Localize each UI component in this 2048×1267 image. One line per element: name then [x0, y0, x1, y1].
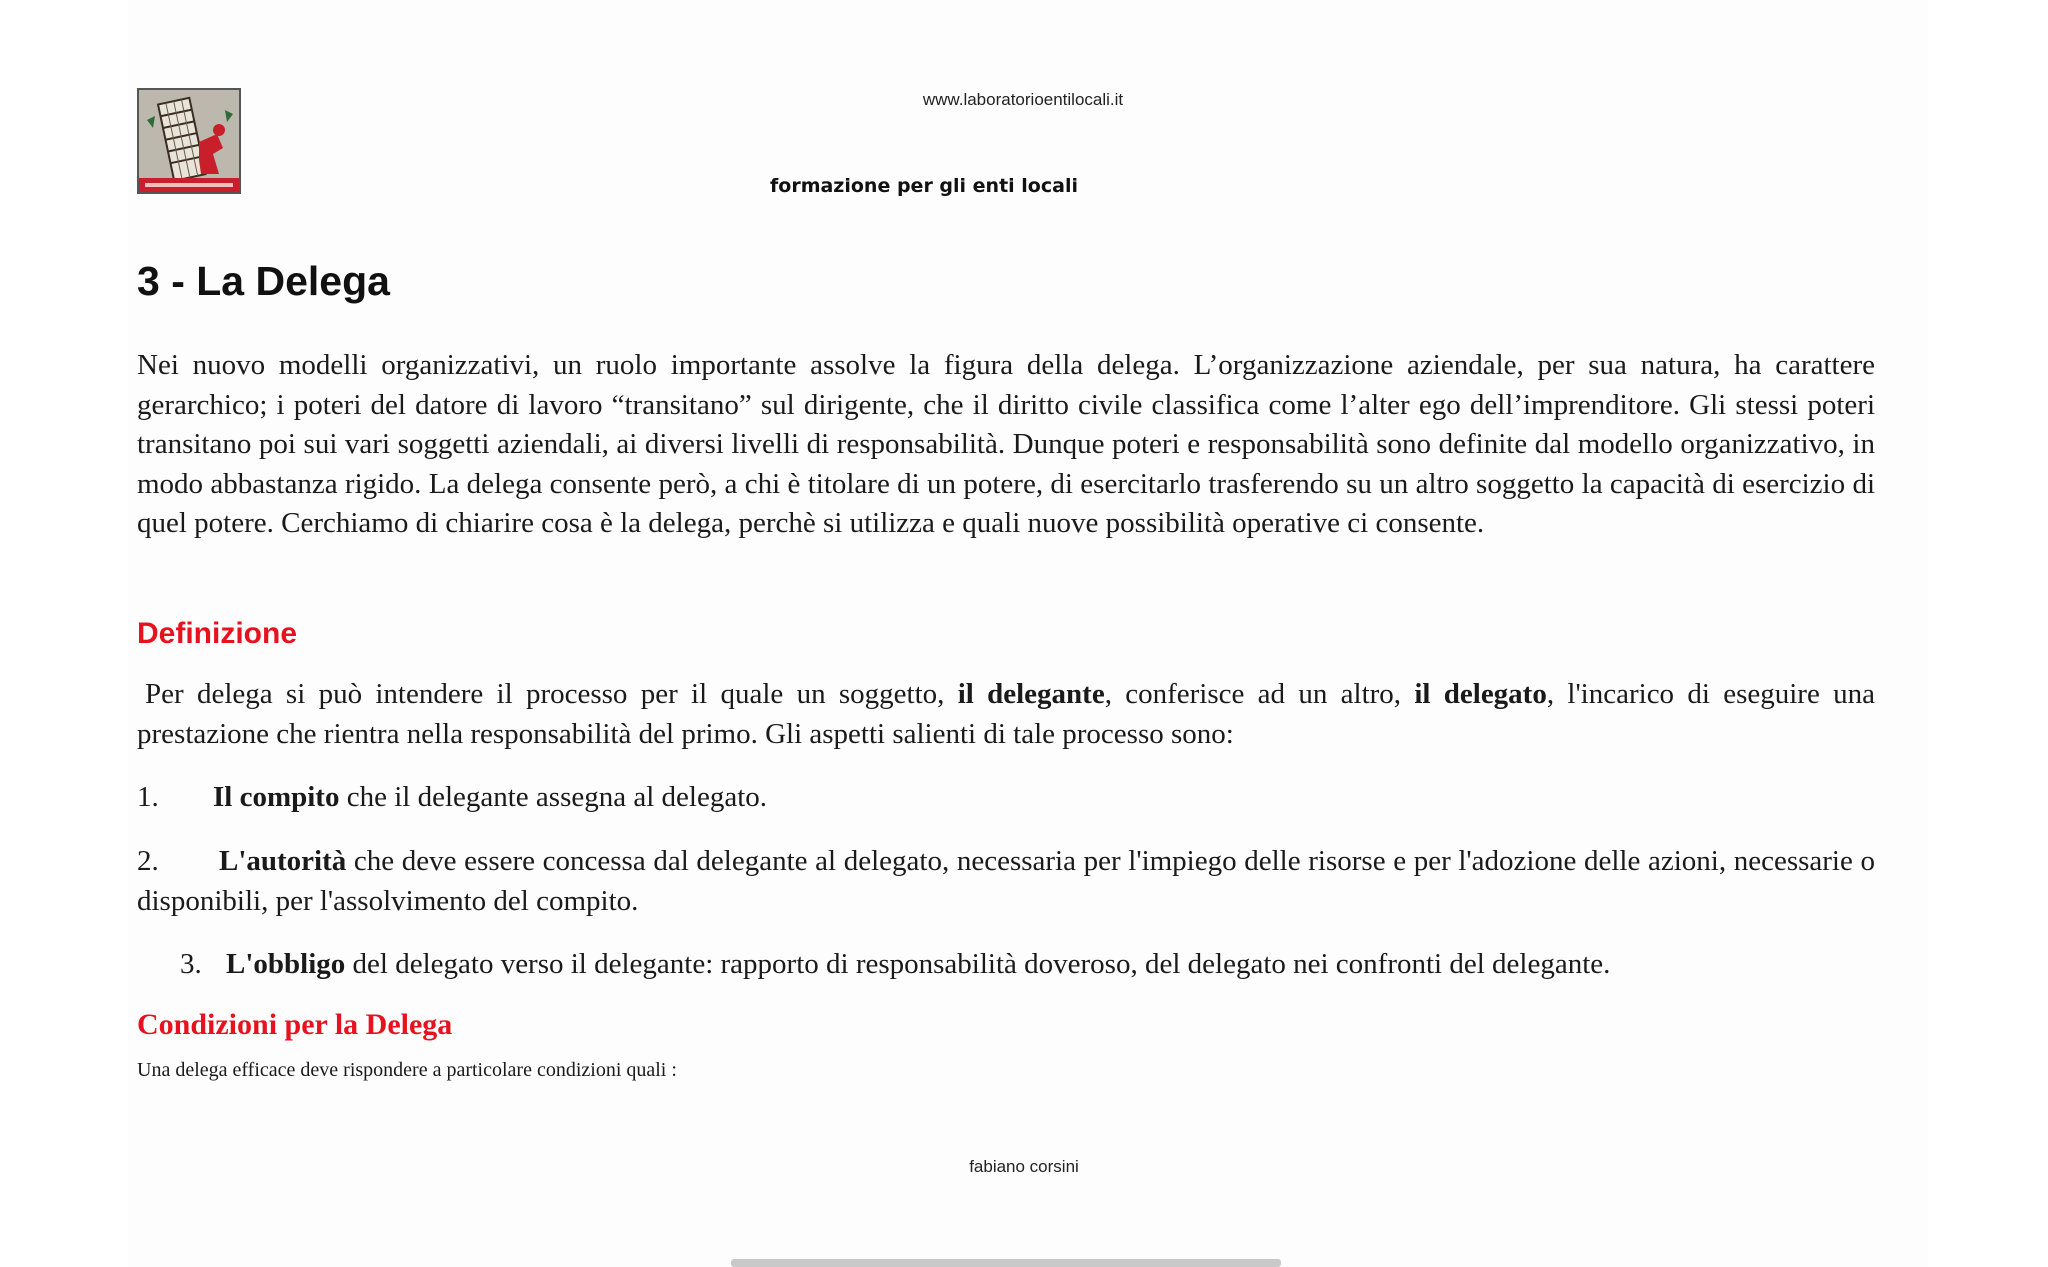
list-item-number: 1. — [137, 781, 159, 813]
conditions-heading: Condizioni per la Delega — [137, 1008, 453, 1041]
list-item-number: 2. — [137, 845, 159, 877]
list-item-bold: L'obbligo — [226, 948, 346, 980]
site-url: www.laboratorioentilocali.it — [922, 90, 1124, 109]
intro-paragraph: Nei nuovo modelli organizzativi, un ruolo importante assolve la figura della delega. L’organizzazione aziendale, per sua natura, ha carattere gerarchico; i poteri del datore di lavoro “transitano” sul dirigente, che il diritto civile classifica come l’alter ego dell’imprenditore. Gli stessi poteri transitano poi sui vari soggetti aziendali, ai diversi livelli di responsabilità. Dunque poteri e responsabilità sono definite dal modello organizzativo, in modo abbastanza rigido. La delega consente però, a chi è titolare di un potere, di esercitarlo trasferendo su un altro soggetto la capacità di esercizio di quel potere. Cerchiamo di chiarire cosa è la delega, perchè si utilizza e quali nuove possibilità operative ci consente. — [137, 349, 1875, 539]
conditions-text: Una delega efficace deve rispondere a particolare condizioni quali : — [137, 1059, 677, 1081]
header-subtitle: formazione per gli enti locali — [770, 175, 1078, 197]
list-item-number: 3. — [180, 948, 202, 980]
list-item-text: che il delegante assegna al delegato. — [339, 781, 768, 813]
definition-text-1: Per delega si può intendere il processo per il quale un soggetto, — [145, 678, 958, 710]
list-item-bold: L'autorità — [219, 845, 347, 877]
list-item-text: che deve essere concessa dal delegante al delegato, necessaria per l'impiego delle risorse e per l'adozione delle azioni, necessarie o disponibili, per l'assolvimento del compito. — [137, 845, 1875, 917]
definition-text-2: , conferisce ad un altro, — [1104, 678, 1415, 710]
definition-paragraph — [137, 675, 1875, 754]
list-item — [137, 778, 1875, 818]
page-title: 3 - La Delega — [137, 258, 390, 304]
definition-bold-delegato: il delegato — [1414, 678, 1547, 710]
horizontal-scrollbar[interactable] — [731, 1259, 1281, 1267]
definition-bold-delegante: il delegante — [957, 678, 1105, 710]
list-item — [137, 842, 1875, 921]
footer-author: fabiano corsini — [969, 1157, 1079, 1176]
definition-heading: Definizione — [137, 617, 298, 650]
definition-text-3: , l'incarico di eseguire una prestazione che rientra nella responsabilità del primo. Gli aspetti salienti di tale processo sono: — [137, 678, 1875, 750]
list-item-text: del delegato verso il delegante: rapporto di responsabilità doveroso, del delegato nei confronti del delegante. — [345, 948, 1611, 980]
list-item-bold: Il compito — [213, 781, 340, 813]
list-item — [180, 945, 1900, 985]
